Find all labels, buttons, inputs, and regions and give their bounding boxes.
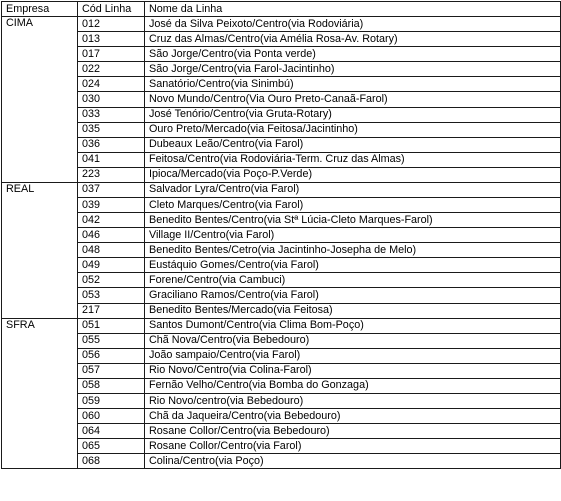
empresa-cell <box>2 424 78 439</box>
empresa-cell <box>2 273 78 288</box>
table-row <box>2 62 561 77</box>
cod-linha-cell: 039 <box>78 198 145 213</box>
table-row <box>2 394 561 409</box>
empresa-cell <box>2 258 78 273</box>
empresa-cell <box>2 303 78 318</box>
nome-da-linha-cell: Santos Dumont/Centro(via Clima Bom-Poço) <box>145 318 561 333</box>
nome-da-linha-cell: José da Silva Peixoto/Centro(via Rodoviária) <box>145 17 561 32</box>
table-row <box>2 378 561 393</box>
empresa-cell <box>2 92 78 107</box>
table-row <box>2 32 561 47</box>
table-row <box>2 92 561 107</box>
cod-linha-cell: 017 <box>78 47 145 62</box>
table-row <box>2 47 561 62</box>
nome-da-linha-cell: Graciliano Ramos/Centro(via Farol) <box>145 288 561 303</box>
empresa-cell <box>2 198 78 213</box>
cod-linha-cell: 030 <box>78 92 145 107</box>
cod-linha-cell: 042 <box>78 213 145 228</box>
cod-linha-cell: 041 <box>78 152 145 167</box>
nome-da-linha-cell: Sanatório/Centro(via Sinimbú) <box>145 77 561 92</box>
table-row <box>2 198 561 213</box>
cod-linha-cell: 056 <box>78 348 145 363</box>
nome-da-linha-cell: Benedito Bentes/Centro(via Stª Lúcia-Cleto Marques-Farol) <box>145 213 561 228</box>
empresa-cell <box>2 348 78 363</box>
nome-da-linha-cell: Chã Nova/Centro(via Bebedouro) <box>145 333 561 348</box>
empresa-cell <box>2 152 78 167</box>
cod-linha-cell: 053 <box>78 288 145 303</box>
table-row <box>2 273 561 288</box>
empresa-cell: SFRA <box>2 318 78 333</box>
cod-linha-cell: 068 <box>78 454 145 469</box>
empresa-cell <box>2 288 78 303</box>
nome-da-linha-cell: Rosane Collor/Centro(via Farol) <box>145 439 561 454</box>
cod-linha-cell: 051 <box>78 318 145 333</box>
table-row <box>2 318 561 333</box>
table-row <box>2 288 561 303</box>
cod-linha-cell: 217 <box>78 303 145 318</box>
table-row <box>2 439 561 454</box>
cod-linha-cell: 055 <box>78 333 145 348</box>
empresa-cell <box>2 122 78 137</box>
nome-da-linha-cell: Rio Novo/centro(via Bebedouro) <box>145 394 561 409</box>
empresa-cell <box>2 243 78 258</box>
table-row <box>2 363 561 378</box>
nome-da-linha-cell: Ipioca/Mercado(via Poço-P.Verde) <box>145 167 561 182</box>
nome-da-linha-cell: São Jorge/Centro(via Farol-Jacintinho) <box>145 62 561 77</box>
empresa-cell <box>2 77 78 92</box>
empresa-cell <box>2 409 78 424</box>
nome-da-linha-cell: Benedito Bentes/Cetro(via Jacintinho-Josepha de Melo) <box>145 243 561 258</box>
table-row <box>2 182 561 197</box>
nome-da-linha-cell: Cruz das Almas/Centro(via Amélia Rosa-Av. Rotary) <box>145 32 561 47</box>
bus-lines-table <box>1 1 561 469</box>
nome-da-linha-cell: Novo Mundo/Centro(Via Ouro Preto-Canaã-Farol) <box>145 92 561 107</box>
cod-linha-cell: 012 <box>78 17 145 32</box>
cod-linha-cell: 048 <box>78 243 145 258</box>
nome-da-linha-cell: José Tenório/Centro(via Gruta-Rotary) <box>145 107 561 122</box>
nome-da-linha-cell: Salvador Lyra/Centro(via Farol) <box>145 182 561 197</box>
header-row <box>2 2 561 17</box>
cod-linha-cell: 037 <box>78 182 145 197</box>
empresa-cell <box>2 62 78 77</box>
cod-linha-cell: 058 <box>78 378 145 393</box>
nome-da-linha-cell: Rosane Collor/Centro(via Bebedouro) <box>145 424 561 439</box>
cod-linha-cell: 022 <box>78 62 145 77</box>
nome-da-linha-cell: Forene/Centro(via Cambuci) <box>145 273 561 288</box>
cod-linha-cell: 223 <box>78 167 145 182</box>
nome-da-linha-cell: São Jorge/Centro(via Ponta verde) <box>145 47 561 62</box>
table-row <box>2 228 561 243</box>
table-row <box>2 213 561 228</box>
empresa-cell <box>2 333 78 348</box>
empresa-cell <box>2 213 78 228</box>
empresa-cell <box>2 107 78 122</box>
header-cod-linha: Cód Linha <box>78 2 145 17</box>
nome-da-linha-cell: Ouro Preto/Mercado(via Feitosa/Jacintinho) <box>145 122 561 137</box>
nome-da-linha-cell: Village II/Centro(via Farol) <box>145 228 561 243</box>
cod-linha-cell: 036 <box>78 137 145 152</box>
table-row <box>2 243 561 258</box>
cod-linha-cell: 052 <box>78 273 145 288</box>
cod-linha-cell: 024 <box>78 77 145 92</box>
table-row <box>2 122 561 137</box>
nome-da-linha-cell: Feitosa/Centro(via Rodoviária-Term. Cruz das Almas) <box>145 152 561 167</box>
nome-da-linha-cell: Colina/Centro(via Poço) <box>145 454 561 469</box>
cod-linha-cell: 064 <box>78 424 145 439</box>
nome-da-linha-cell: Eustáquio Gomes/Centro(via Farol) <box>145 258 561 273</box>
empresa-cell: CIMA <box>2 17 78 32</box>
empresa-cell <box>2 454 78 469</box>
table-row <box>2 17 561 32</box>
table-row <box>2 424 561 439</box>
cod-linha-cell: 065 <box>78 439 145 454</box>
table-row <box>2 137 561 152</box>
table-body <box>2 17 561 469</box>
cod-linha-cell: 059 <box>78 394 145 409</box>
nome-da-linha-cell: Benedito Bentes/Mercado(via Feitosa) <box>145 303 561 318</box>
cod-linha-cell: 046 <box>78 228 145 243</box>
nome-da-linha-cell: Fernão Velho/Centro(via Bomba do Gonzaga) <box>145 378 561 393</box>
empresa-cell <box>2 439 78 454</box>
table-row <box>2 348 561 363</box>
table-row <box>2 77 561 92</box>
empresa-cell <box>2 167 78 182</box>
empresa-cell <box>2 378 78 393</box>
nome-da-linha-cell: Dubeaux Leão/Centro(via Farol) <box>145 137 561 152</box>
table-row <box>2 409 561 424</box>
cod-linha-cell: 013 <box>78 32 145 47</box>
cod-linha-cell: 060 <box>78 409 145 424</box>
nome-da-linha-cell: Rio Novo/Centro(via Colina-Farol) <box>145 363 561 378</box>
empresa-cell <box>2 47 78 62</box>
empresa-cell <box>2 228 78 243</box>
table-row <box>2 152 561 167</box>
nome-da-linha-cell: Cleto Marques/Centro(via Farol) <box>145 198 561 213</box>
empresa-cell <box>2 137 78 152</box>
nome-da-linha-cell: João sampaio/Centro(via Farol) <box>145 348 561 363</box>
empresa-cell: REAL <box>2 182 78 197</box>
table-row <box>2 167 561 182</box>
cod-linha-cell: 033 <box>78 107 145 122</box>
table-row <box>2 303 561 318</box>
empresa-cell <box>2 363 78 378</box>
table-row <box>2 258 561 273</box>
cod-linha-cell: 057 <box>78 363 145 378</box>
table-row <box>2 454 561 469</box>
cod-linha-cell: 049 <box>78 258 145 273</box>
empresa-cell <box>2 32 78 47</box>
nome-da-linha-cell: Chã da Jaqueira/Centro(via Bebedouro) <box>145 409 561 424</box>
table-row <box>2 333 561 348</box>
empresa-cell <box>2 394 78 409</box>
header-empresa: Empresa <box>2 2 78 17</box>
cod-linha-cell: 035 <box>78 122 145 137</box>
header-nome-da-linha: Nome da Linha <box>145 2 561 17</box>
table-row <box>2 107 561 122</box>
